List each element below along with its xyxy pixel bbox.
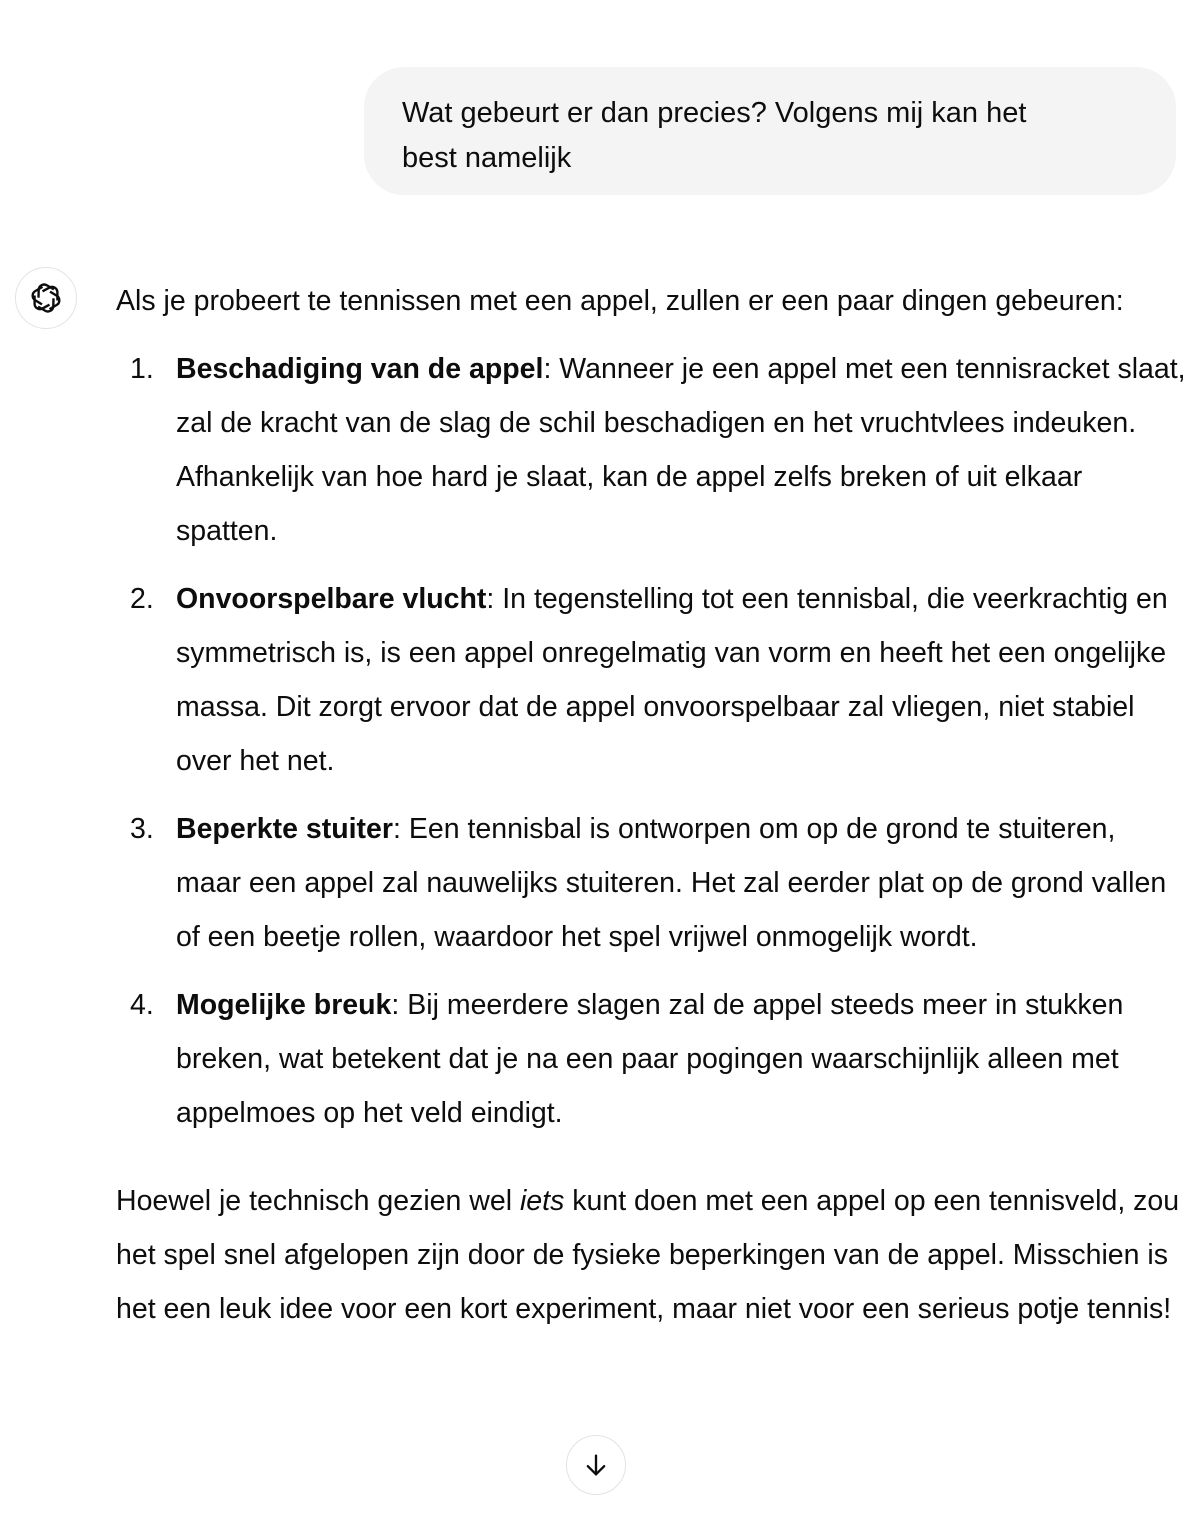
list-item-title: Onvoorspelbare vlucht — [176, 583, 487, 615]
list-item — [116, 978, 1186, 1140]
list-number: 3. — [130, 813, 154, 845]
list-number: 4. — [130, 989, 154, 1021]
list-item-text: : Wanneer je een appel met een tennisracket slaat, zal de kracht van de slag de schil beschadigen en het vruchtvlees indeuken. Afhankelijk van hoe hard je slaat, kan de appel zelfs breken of uit elkaar spatten. — [176, 353, 1186, 547]
list-item-text: : Een tennisbal is ontworpen om op de grond te stuiteren, maar een appel zal nauwelijks stuiteren. Het zal eerder plat op de grond vallen of een beetje rollen, waardoor het spel vrijwel onmogelijk wordt. — [176, 813, 1167, 953]
list-number: 2. — [130, 583, 154, 615]
list-item-text: : In tegenstelling tot een tennisbal, die veerkrachtig en symmetrisch is, is een appel onregelmatig van vorm en heeft het een ongelijke massa. Dit zorgt ervoor dat de appel onvoorspelbaar zal vliegen, niet stabiel over het net. — [176, 583, 1168, 777]
list-item — [116, 572, 1186, 788]
conclusion-emphasis: iets — [519, 1185, 565, 1217]
list-item-title: Beperkte stuiter — [176, 813, 393, 845]
conclusion-text-start: Hoewel je technisch gezien wel — [116, 1185, 520, 1217]
user-message-line-2: best namelijk — [402, 142, 572, 174]
scroll-to-bottom-button[interactable] — [566, 1435, 626, 1495]
list-item — [116, 802, 1186, 964]
list-item-title: Beschadiging van de appel — [176, 353, 544, 385]
list-number: 1. — [130, 353, 154, 385]
assistant-avatar — [15, 267, 77, 329]
openai-logo-icon — [27, 279, 65, 317]
user-message-line-1: Wat gebeurt er dan precies? Volgens mij kan het — [402, 97, 1027, 129]
list-item-title: Mogelijke breuk — [176, 989, 392, 1021]
list-item-text: : Bij meerdere slagen zal de appel steeds meer in stukken breken, wat betekent dat je na een paar pogingen waarschijnlijk alleen met appelmoes op het veld eindigt. — [176, 989, 1124, 1129]
conclusion-text-end: kunt doen met een appel op een tennisveld, zou het spel snel afgelopen zijn door de fysieke beperkingen van de appel. Misschien is het een leuk idee voor een kort experiment, maar niet voor een serieus potje tennis! — [116, 1185, 1180, 1325]
numbered-list — [116, 342, 1186, 1140]
assistant-conclusion — [116, 1174, 1186, 1336]
list-item — [116, 342, 1186, 558]
assistant-message — [116, 274, 1186, 1336]
arrow-down-icon — [582, 1451, 610, 1479]
user-message-bubble — [364, 67, 1176, 195]
assistant-intro: Als je probeert te tennissen met een appel, zullen er een paar dingen gebeuren: — [116, 285, 1124, 317]
